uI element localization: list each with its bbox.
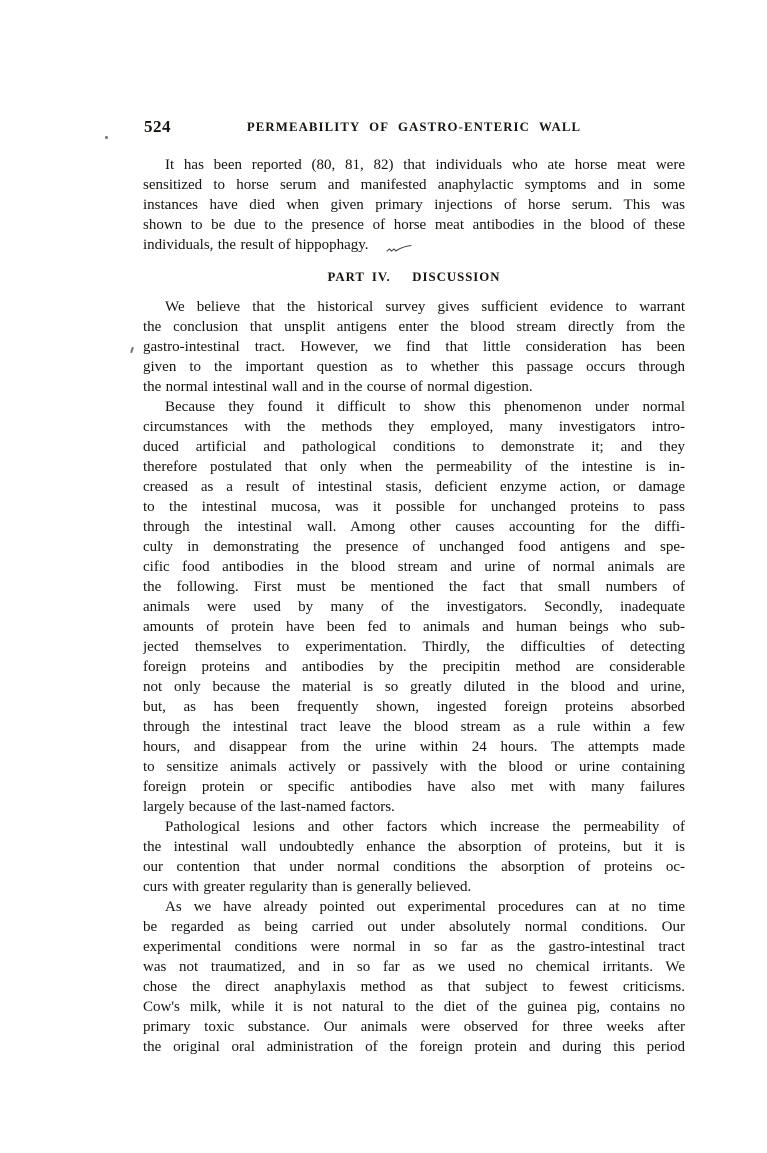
text-line: not only because the material is so greatly diluted in the blood and urine, (143, 679, 685, 695)
page-body (143, 155, 685, 1057)
page-header (143, 117, 685, 141)
pen-squiggle-mark (386, 243, 412, 255)
text-line: through the intestinal wall. Among other causes accounting for the diffi- (143, 519, 685, 535)
text-line: the original oral administration of the foreign protein and during this period (143, 1039, 685, 1055)
text-line: but, as has been frequently shown, ingested foreign proteins absorbed (143, 699, 685, 715)
ink-dot-mark (105, 136, 108, 139)
text-line: was not traumatized, and in so far as we used no chemical irritants. We (143, 959, 685, 975)
running-title: PERMEABILITY OF GASTRO-ENTERIC WALL (246, 120, 582, 134)
text-line: Cow's milk, while it is not natural to the diet of the guinea pig, contains no (143, 999, 685, 1015)
text-line: It has been reported (80, 81, 82) that individuals who ate horse meat were (165, 157, 685, 173)
text-line: curs with greater regularity than is generally believed. (143, 879, 472, 895)
text-line: our contention that under normal conditions the absorption of proteins oc- (143, 859, 685, 875)
text-line: We believe that the historical survey gives sufficient evidence to warrant (165, 299, 685, 315)
text-line: the normal intestinal wall and in the course of normal digestion. (143, 379, 533, 395)
text-line: to sensitize animals actively or passively with the blood or urine containing (143, 759, 685, 775)
text-line: Because they found it difficult to show this phenomenon under normal (165, 399, 685, 415)
text-line: given to the important question as to whether this passage occurs through (143, 359, 685, 375)
text-line: primary toxic substance. Our animals were observed for three weeks after (143, 1019, 685, 1035)
text-line: duced artificial and pathological conditions to demonstrate it; and they (143, 439, 685, 455)
text-line: culty in demonstrating the presence of unchanged food antigens and spe- (143, 539, 685, 555)
text-line: to the intestinal mucosa, was it possible for unchanged proteins to pass (143, 499, 685, 515)
text-line: chose the direct anaphylaxis method as that subject to fewest criticisms. (143, 979, 685, 995)
text-line: be regarded as being carried out under absolutely normal conditions. Our (143, 919, 685, 935)
text-line: the following. First must be mentioned the fact that small numbers of (143, 579, 685, 595)
text-line: foreign proteins and antibodies by the precipitin method are considerable (143, 659, 685, 675)
text-line: amounts of protein have been fed to animals and human beings who sub- (143, 619, 685, 635)
text-line: jected themselves to experimentation. Thirdly, the difficulties of detecting (143, 639, 685, 655)
text-line: shown to be due to the presence of horse meat antibodies in the blood of these (143, 217, 685, 233)
pencil-tick-mark (130, 347, 134, 353)
text-line: through the intestinal tract leave the blood stream as a rule within a few (143, 719, 685, 735)
text-line: sensitized to horse serum and manifested anaphylactic symptoms and in some (143, 177, 685, 193)
text-line: largely because of the last-named factors. (143, 799, 395, 815)
section-heading: PART IV. DISCUSSION (327, 270, 501, 284)
text-line: the conclusion that unsplit antigens enter the blood stream directly from the (143, 319, 685, 335)
text-line: experimental conditions were normal in so far as the gastro-intestinal tract (143, 939, 685, 955)
text-line: creased as a result of intestinal stasis, deficient enzyme action, or damage (143, 479, 685, 495)
text-line: hours, and disappear from the urine within 24 hours. The attempts made (143, 739, 685, 755)
text-line: Pathological lesions and other factors which increase the permeability of (165, 819, 685, 835)
text-line: individuals, the result of hippophagy. (143, 237, 369, 253)
text-line: animals were used by many of the investigators. Secondly, inadequate (143, 599, 685, 615)
text-line: cific food antibodies in the blood stream and urine of normal animals are (143, 559, 685, 575)
text-line: the intestinal wall undoubtedly enhance the absorption of proteins, but it is (143, 839, 685, 855)
text-line: gastro-intestinal tract. However, we find that little consideration has been (143, 339, 685, 355)
text-line: therefore postulated that only when the permeability of the intestine is in- (143, 459, 685, 475)
page-number: 524 (144, 117, 171, 136)
text-line: circumstances with the methods they employed, many investigators intro- (143, 419, 685, 435)
text-line: foreign protein or specific antibodies have also met with many failures (143, 779, 685, 795)
text-line: instances have died when given primary injections of horse serum. This was (143, 197, 685, 213)
text-line: As we have already pointed out experimental procedures can at no time (165, 899, 685, 915)
